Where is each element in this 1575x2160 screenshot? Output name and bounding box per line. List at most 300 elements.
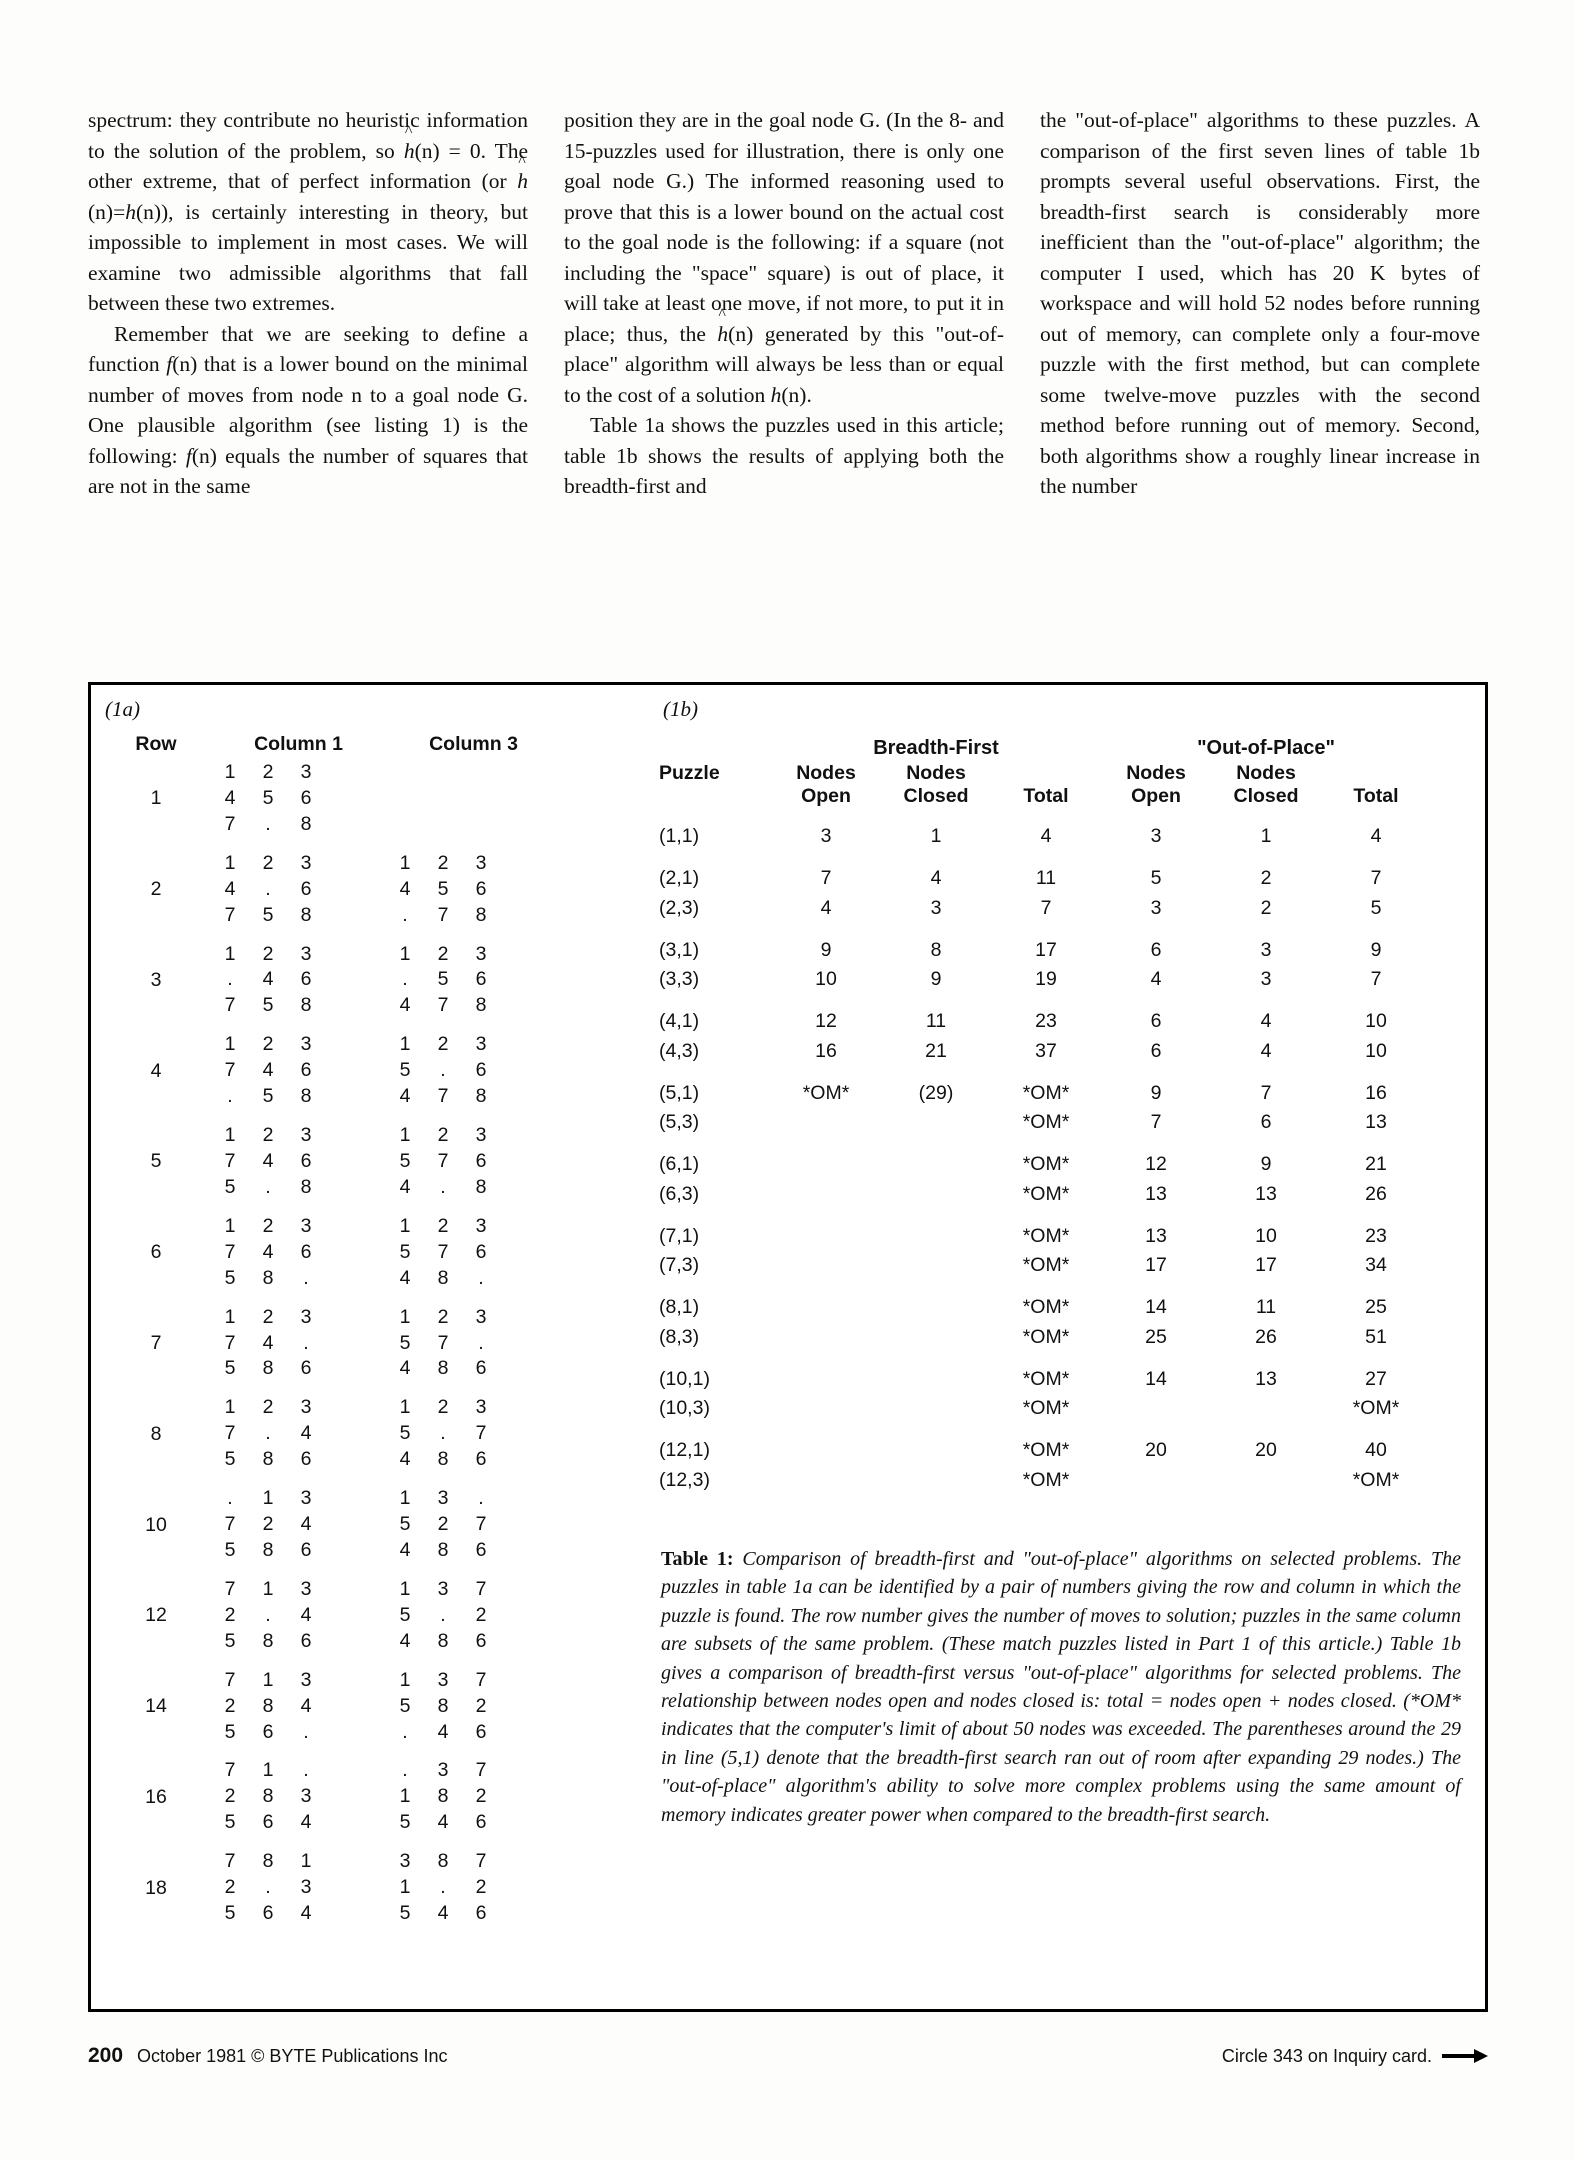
puzzle-cell: 3 xyxy=(475,1214,487,1237)
puzzle-grid-column-1 xyxy=(211,1849,386,1927)
row-number: 14 xyxy=(145,1695,167,1718)
cell-bf-nodes-open: 12 xyxy=(815,1010,837,1033)
cell-bf-nodes-closed xyxy=(881,1251,991,1280)
puzzle-grid-line xyxy=(386,1447,561,1473)
puzzle-cell: 7 xyxy=(437,1085,449,1108)
header-oop-nodes-open xyxy=(1101,762,1211,808)
row-group-spacer xyxy=(659,1137,1467,1150)
row-group-spacer xyxy=(659,1280,1467,1293)
puzzle-cell: . xyxy=(440,1175,446,1198)
cell-oop-nodes-open: 20 xyxy=(1145,1439,1167,1462)
puzzle-cell: 5 xyxy=(262,786,274,809)
puzzle-cell: 1 xyxy=(300,1850,312,1873)
puzzle-cell: 7 xyxy=(437,1240,449,1263)
puzzle-grid-line xyxy=(211,1577,386,1603)
cell-bf-nodes-open xyxy=(771,1293,881,1322)
puzzle-cell: 4 xyxy=(224,877,236,900)
puzzle-cell: 1 xyxy=(262,1577,274,1600)
header-line: Closed xyxy=(903,785,969,807)
puzzle-cell: . xyxy=(227,1487,233,1510)
puzzle-grid-line xyxy=(386,1214,561,1240)
puzzle-cell: 3 xyxy=(300,1305,312,1328)
puzzle-cell: 6 xyxy=(300,786,312,809)
puzzle-grid-line xyxy=(211,1512,386,1538)
cell-oop-total: *OM* xyxy=(1352,1397,1400,1419)
puzzle-cell: 3 xyxy=(300,1785,312,1808)
cell-oop-nodes-closed: 2 xyxy=(1260,867,1272,890)
header-line: Nodes xyxy=(1236,762,1296,784)
puzzle-cell: 4 xyxy=(262,968,274,991)
header-line: Open xyxy=(1131,785,1181,807)
puzzle-cell: 3 xyxy=(300,942,312,965)
puzzle-cell: . xyxy=(440,1876,446,1899)
table-1a-header-row xyxy=(101,733,646,756)
puzzle-cell: . xyxy=(303,1759,309,1782)
puzzle-cell: 6 xyxy=(475,1357,487,1380)
puzzle-cell: 7 xyxy=(475,1759,487,1782)
cell-bf-nodes-open xyxy=(771,1150,881,1179)
puzzle-cell: 5 xyxy=(224,1538,236,1561)
puzzle-cell: 4 xyxy=(300,1694,312,1717)
cell-puzzle: (7,3) xyxy=(659,1254,700,1276)
puzzle-grid-line xyxy=(211,1538,386,1564)
puzzle-grid-column-1 xyxy=(211,1214,386,1292)
puzzle-cell: 1 xyxy=(399,1876,411,1899)
cell-bf-total: 19 xyxy=(1035,968,1057,990)
puzzle-cell: 7 xyxy=(224,1240,236,1263)
puzzle-grid-column-3 xyxy=(386,851,561,929)
cell-oop-nodes-open: 9 xyxy=(1150,1081,1162,1104)
cell-bf-nodes-open xyxy=(771,1466,881,1495)
cell-bf-total: *OM* xyxy=(1022,1224,1070,1247)
puzzle-grid-line xyxy=(386,877,561,903)
puzzle-grid-line xyxy=(211,1758,386,1784)
cell-oop-nodes-open: 6 xyxy=(1150,938,1162,961)
puzzle-grid-column-1 xyxy=(211,1577,386,1655)
cell-oop-nodes-open: 3 xyxy=(1150,825,1162,847)
puzzle-grid-line xyxy=(386,1603,561,1629)
puzzle-cell: 3 xyxy=(300,1033,312,1056)
puzzle-grid-line xyxy=(386,1512,561,1538)
puzzle-cell: . xyxy=(265,812,271,835)
table-row xyxy=(101,1123,646,1201)
cell-puzzle: (8,1) xyxy=(659,1296,700,1319)
cell-oop-nodes-open: 4 xyxy=(1150,968,1162,990)
cell-bf-nodes-closed xyxy=(881,1108,991,1137)
cell-bf-nodes-open xyxy=(771,1394,881,1423)
row-group-spacer xyxy=(659,1352,1467,1365)
table-row xyxy=(101,1214,646,1292)
row-group-spacer xyxy=(659,923,1467,936)
puzzle-cell: 8 xyxy=(300,903,312,926)
cell-oop-total: 16 xyxy=(1365,1081,1387,1104)
row-number: 1 xyxy=(150,787,162,810)
puzzle-cell: . xyxy=(227,968,233,991)
puzzle-cell: 1 xyxy=(399,1785,411,1808)
puzzle-cell: 7 xyxy=(437,1331,449,1354)
puzzle-cell: 7 xyxy=(224,1577,236,1600)
puzzle-grid-line xyxy=(211,1356,386,1382)
puzzle-cell: 2 xyxy=(262,942,274,965)
puzzle-cell: 5 xyxy=(399,1902,411,1925)
puzzle-cell: . xyxy=(265,1603,271,1626)
header-puzzle: Puzzle xyxy=(659,762,720,784)
cell-bf-total: 7 xyxy=(1040,896,1052,919)
cell-oop-nodes-closed: 1 xyxy=(1260,825,1272,847)
table-row xyxy=(659,1079,1467,1108)
cell-bf-nodes-closed xyxy=(881,1323,991,1352)
puzzle-cell: 7 xyxy=(224,1668,236,1691)
paragraph: spectrum: they contribute no heuristic information to the solution of the problem, so ^ h(n) = 0. The other extreme, that of perfect information (or ^ h(n)=h(n)), is certainly interesting in theory, but impossible to implement in most cases. We will examine two admissible algorithms that fall between these two extremes. xyxy=(88,105,528,319)
puzzle-cell: 5 xyxy=(399,1422,411,1445)
puzzle-cell: 5 xyxy=(399,1059,411,1082)
puzzle-grid-column-1 xyxy=(211,1305,386,1383)
puzzle-cell: 7 xyxy=(475,1513,487,1536)
table-row xyxy=(659,1365,1467,1394)
puzzle-cell: 8 xyxy=(437,1850,449,1873)
cell-oop-nodes-closed xyxy=(1211,1394,1321,1423)
puzzle-cell: 5 xyxy=(399,1694,411,1717)
cell-puzzle: (12,1) xyxy=(659,1439,710,1462)
paragraph: Table 1a shows the puzzles used in this article; table 1b shows the results of applying both the breadth-first and xyxy=(564,413,1004,499)
puzzle-cell: 6 xyxy=(475,1720,487,1743)
cell-bf-nodes-closed: 8 xyxy=(930,938,942,961)
table-row xyxy=(101,1577,646,1655)
puzzle-cell: 2 xyxy=(262,761,274,783)
puzzle-grid-line xyxy=(386,1032,561,1058)
cell-oop-total: 23 xyxy=(1365,1224,1387,1247)
header-line: Total xyxy=(1353,785,1399,807)
puzzle-grid-line xyxy=(211,1084,386,1110)
table-row xyxy=(659,1150,1467,1179)
cell-oop-nodes-closed: 20 xyxy=(1255,1439,1277,1462)
cell-bf-total: *OM* xyxy=(1022,1367,1070,1390)
cell-oop-total: 7 xyxy=(1370,867,1382,890)
puzzle-grid-line xyxy=(211,1214,386,1240)
inquiry-text: Circle 343 on Inquiry card. xyxy=(1221,2045,1432,2066)
cell-oop-nodes-open: 13 xyxy=(1145,1224,1167,1247)
cell-oop-nodes-open xyxy=(1101,1394,1211,1423)
puzzle-cell: 3 xyxy=(300,1577,312,1600)
puzzle-grid-column-3 xyxy=(386,1849,561,1927)
puzzle-cell: 4 xyxy=(437,1902,449,1925)
article-body xyxy=(88,105,1488,502)
puzzle-cell: 4 xyxy=(399,1266,411,1289)
puzzle-grid-line xyxy=(386,903,561,929)
row-number: 18 xyxy=(145,1876,167,1899)
cell-oop-nodes-closed: 17 xyxy=(1255,1254,1277,1276)
header-oop-nodes-closed xyxy=(1211,762,1321,808)
cell-oop-total: *OM* xyxy=(1352,1468,1400,1491)
puzzle-cell: 6 xyxy=(475,1629,487,1652)
cell-bf-nodes-closed xyxy=(881,1436,991,1465)
puzzle-cell: 3 xyxy=(437,1759,449,1782)
cell-bf-total: *OM* xyxy=(1022,1325,1070,1348)
puzzle-cell: . xyxy=(303,1720,309,1743)
puzzle-grid-line xyxy=(211,1694,386,1720)
cell-oop-total: 13 xyxy=(1365,1111,1387,1133)
row-number: 2 xyxy=(150,878,162,901)
table-row xyxy=(659,1007,1467,1036)
puzzle-cell: 2 xyxy=(262,1513,274,1536)
cell-bf-nodes-open xyxy=(771,1436,881,1465)
puzzle-grid-line xyxy=(211,993,386,1019)
puzzle-grid-line xyxy=(386,1175,561,1201)
page-footer xyxy=(88,2044,1488,2068)
puzzle-cell: 6 xyxy=(475,1059,487,1082)
puzzle-cell: 4 xyxy=(224,786,236,809)
page-number: 200 xyxy=(88,2044,124,2067)
puzzle-cell: 7 xyxy=(475,1577,487,1600)
puzzle-cell: 8 xyxy=(262,1357,274,1380)
cell-bf-nodes-open: 16 xyxy=(815,1039,837,1062)
puzzle-cell: 3 xyxy=(475,1033,487,1056)
puzzle-cell: 6 xyxy=(475,877,487,900)
cell-oop-nodes-open: 14 xyxy=(1145,1367,1167,1390)
table-1b-column-headers xyxy=(659,762,1467,808)
puzzle-cell: 8 xyxy=(437,1357,449,1380)
puzzle-grid-line xyxy=(211,1486,386,1512)
row-number: 16 xyxy=(145,1785,167,1808)
puzzle-cell: 1 xyxy=(224,1396,236,1419)
puzzle-cell: 5 xyxy=(437,877,449,900)
puzzle-grid-column-1 xyxy=(211,851,386,929)
table-row xyxy=(659,1251,1467,1280)
puzzle-grid-line xyxy=(386,1784,561,1810)
puzzle-cell: 4 xyxy=(437,1811,449,1834)
puzzle-grid-line xyxy=(211,786,386,812)
puzzle-cell: 2 xyxy=(224,1785,236,1808)
puzzle-cell: 3 xyxy=(300,1876,312,1899)
puzzle-grid-line xyxy=(211,1629,386,1655)
cell-puzzle: (7,1) xyxy=(659,1224,700,1247)
puzzle-cell: 3 xyxy=(300,1668,312,1691)
puzzle-cell: 8 xyxy=(437,1785,449,1808)
table-1b xyxy=(659,737,1467,1495)
puzzle-grid-line xyxy=(386,1810,561,1836)
puzzle-grid-line xyxy=(211,942,386,968)
cell-bf-total: 11 xyxy=(1035,867,1057,890)
cell-oop-total: 9 xyxy=(1370,938,1382,961)
cell-puzzle: (4,3) xyxy=(659,1039,700,1062)
puzzle-grid-line xyxy=(386,1395,561,1421)
puzzle-cell: 3 xyxy=(300,1124,312,1147)
puzzle-grid-line xyxy=(386,851,561,877)
puzzle-cell: . xyxy=(440,1603,446,1626)
table-row xyxy=(659,1108,1467,1137)
puzzle-grid-line xyxy=(211,1266,386,1292)
puzzle-cell: 8 xyxy=(475,1085,487,1108)
cell-bf-total: *OM* xyxy=(1022,1081,1070,1104)
puzzle-cell: . xyxy=(265,1175,271,1198)
puzzle-grid-line xyxy=(211,1603,386,1629)
cell-bf-nodes-closed: 4 xyxy=(930,867,942,890)
puzzle-cell: 1 xyxy=(399,1214,411,1237)
puzzle-grid-line xyxy=(386,1123,561,1149)
text-column-1 xyxy=(88,105,528,502)
row-group-spacer xyxy=(659,851,1467,864)
cell-bf-nodes-closed xyxy=(881,1466,991,1495)
puzzle-cell: 7 xyxy=(475,1850,487,1873)
puzzle-cell: 7 xyxy=(224,1513,236,1536)
puzzle-cell: 2 xyxy=(262,1214,274,1237)
puzzle-grid-line xyxy=(386,1486,561,1512)
header-line: Nodes xyxy=(796,762,856,784)
cell-puzzle: (3,1) xyxy=(659,938,700,961)
puzzle-cell: 5 xyxy=(399,1331,411,1354)
table-row xyxy=(101,1486,646,1564)
puzzle-cell: 7 xyxy=(437,903,449,926)
puzzle-cell: 5 xyxy=(224,1357,236,1380)
cell-oop-nodes-closed: 26 xyxy=(1255,1325,1277,1348)
puzzle-grid-line xyxy=(211,877,386,903)
puzzle-cell: 2 xyxy=(224,1603,236,1626)
puzzle-cell: . xyxy=(303,1266,309,1289)
puzzle-cell: 1 xyxy=(399,1305,411,1328)
puzzle-cell: 1 xyxy=(224,761,236,783)
puzzle-cell: 2 xyxy=(262,851,274,874)
row-number: 4 xyxy=(150,1059,162,1082)
header-bf-total xyxy=(991,762,1101,808)
puzzle-cell: 6 xyxy=(300,1149,312,1172)
puzzle-cell: 5 xyxy=(399,1513,411,1536)
header-bf-nodes-open xyxy=(771,762,881,808)
puzzle-cell: 1 xyxy=(224,1214,236,1237)
puzzle-cell: 4 xyxy=(399,1538,411,1561)
puzzle-grid-line xyxy=(211,1784,386,1810)
puzzle-cell: 3 xyxy=(475,1124,487,1147)
puzzle-cell: 6 xyxy=(475,1538,487,1561)
puzzle-cell: 4 xyxy=(399,1175,411,1198)
puzzle-cell: 2 xyxy=(437,851,449,874)
puzzle-grid-line xyxy=(386,1875,561,1901)
row-group-spacer xyxy=(659,1423,1467,1436)
cell-oop-nodes-open: 6 xyxy=(1150,1039,1162,1062)
cell-bf-nodes-closed: 21 xyxy=(925,1039,947,1062)
puzzle-cell: 6 xyxy=(262,1811,274,1834)
puzzle-grid-line xyxy=(211,1149,386,1175)
paragraph: the "out-of-place" algorithms to these puzzles. A comparison of the first seven lines of table 1b prompts several useful observations. First, the breadth-first search is considerably more inefficient than the "out-of-place" algorithm; the computer I used, which has 20 K bytes of workspace and will hold 52 nodes before running out of memory, can complete only a four-move puzzle with the first method, but can complete some twelve-move puzzles with the second method before running out of memory. Second, both algorithms show a roughly linear increase in the number xyxy=(1040,108,1480,499)
puzzle-cell: 5 xyxy=(224,1629,236,1652)
cell-oop-nodes-closed xyxy=(1211,1466,1321,1495)
cell-puzzle: (3,3) xyxy=(659,968,700,990)
puzzle-cell: 4 xyxy=(399,1629,411,1652)
puzzle-cell: 6 xyxy=(300,1357,312,1380)
cell-puzzle: (12,3) xyxy=(659,1468,710,1491)
puzzle-cell: 5 xyxy=(262,903,274,926)
cell-puzzle: (2,1) xyxy=(659,867,700,890)
cell-oop-total: 4 xyxy=(1370,825,1382,847)
puzzle-cell: . xyxy=(402,1759,408,1782)
puzzle-cell: 3 xyxy=(475,942,487,965)
puzzle-cell: 8 xyxy=(437,1266,449,1289)
table-row xyxy=(101,1305,646,1383)
puzzle-grid-line xyxy=(211,1447,386,1473)
puzzle-grid-column-3 xyxy=(386,1668,561,1746)
cell-oop-total: 51 xyxy=(1365,1325,1387,1348)
cell-bf-nodes-closed: (29) xyxy=(918,1081,954,1104)
puzzle-cell: 5 xyxy=(224,1266,236,1289)
row-number: 6 xyxy=(150,1241,162,1264)
caption-text: Comparison of breadth-first and "out-of-place" algorithms on selected problems. The puzzles in table 1a can be identified by a pair of numbers giving the row and column in which the puzzle is found. The row number gives the number of moves to solution; puzzles in the same column are subsets of the same problem. (These match puzzles listed in Part 1 of this article.) Table 1b gives a comparison of breadth-first versus "out-of-place" algorithms for selected problems. The relationship between nodes open and nodes closed is: total = nodes open + nodes closed. (*OM* indicates that the computer's limit of about 50 nodes was exceeded. The parentheses around the 29 in line (5,1) denote that the breadth-first search ran out of room after expanding 29 nodes.) The "out-of-place" algorithm's ability to solve more complex problems using the same amount of memory indicates greater power when compared to the breadth-first search. xyxy=(661,1548,1461,1826)
cell-oop-total: 7 xyxy=(1370,968,1382,990)
puzzle-cell: 4 xyxy=(399,1357,411,1380)
puzzle-cell: 2 xyxy=(437,1033,449,1056)
header-line xyxy=(1321,762,1431,785)
puzzle-cell: 4 xyxy=(262,1149,274,1172)
puzzle-cell: 8 xyxy=(437,1448,449,1471)
puzzle-cell: 4 xyxy=(399,1085,411,1108)
puzzle-grid-line xyxy=(386,1084,561,1110)
table-row xyxy=(101,1032,646,1110)
puzzle-grid-line xyxy=(211,1875,386,1901)
puzzle-cell: 5 xyxy=(399,1811,411,1834)
table-row xyxy=(101,1668,646,1746)
puzzle-cell: 4 xyxy=(300,1902,312,1925)
cell-puzzle: (5,3) xyxy=(659,1111,700,1133)
cell-puzzle: (6,1) xyxy=(659,1153,700,1176)
puzzle-cell: 3 xyxy=(300,761,312,783)
puzzle-cell: 5 xyxy=(262,1085,274,1108)
puzzle-grid-line xyxy=(386,1149,561,1175)
cell-bf-total: 37 xyxy=(1035,1039,1057,1062)
puzzle-grid-column-3 xyxy=(386,1032,561,1110)
cell-oop-nodes-closed: 13 xyxy=(1255,1182,1277,1205)
puzzle-cell: 7 xyxy=(475,1422,487,1445)
row-number: 3 xyxy=(150,968,162,991)
puzzle-cell: 2 xyxy=(437,1214,449,1237)
puzzle-cell: 8 xyxy=(475,903,487,926)
cell-bf-nodes-open xyxy=(771,1323,881,1352)
row-number: 5 xyxy=(150,1150,162,1173)
puzzle-cell: 6 xyxy=(262,1720,274,1743)
puzzle-cell: . xyxy=(478,1331,484,1354)
puzzle-grid-line xyxy=(211,1175,386,1201)
cell-oop-nodes-closed: 7 xyxy=(1260,1081,1272,1104)
puzzle-cell: 2 xyxy=(262,1305,274,1328)
puzzle-grid-line xyxy=(211,1849,386,1875)
puzzle-cell: 8 xyxy=(475,994,487,1017)
cell-bf-nodes-closed: 9 xyxy=(930,968,942,990)
puzzle-grid-column-3 xyxy=(386,1214,561,1292)
puzzle-cell: 1 xyxy=(399,1577,411,1600)
puzzle-cell: 7 xyxy=(224,812,236,835)
cell-oop-nodes-open: 3 xyxy=(1150,896,1162,919)
header-line: Open xyxy=(801,785,851,807)
puzzle-grid-line xyxy=(386,1058,561,1084)
puzzle-grid-line xyxy=(386,942,561,968)
puzzle-grid-column-1 xyxy=(211,1032,386,1110)
puzzle-grid-line xyxy=(386,967,561,993)
puzzle-cell: 2 xyxy=(437,1124,449,1147)
puzzle-cell: . xyxy=(265,1876,271,1899)
header-column-1: Column 1 xyxy=(254,733,343,755)
table-row xyxy=(659,864,1467,893)
cell-bf-nodes-open: 9 xyxy=(820,938,832,961)
puzzle-cell: 2 xyxy=(475,1785,487,1808)
puzzle-grid-line xyxy=(211,1720,386,1746)
table-row xyxy=(659,936,1467,965)
puzzle-grid-column-1 xyxy=(211,760,386,838)
puzzle-cell: 6 xyxy=(300,1629,312,1652)
table-1b-body xyxy=(659,822,1467,1495)
table-row xyxy=(659,965,1467,994)
cell-bf-nodes-closed xyxy=(881,1293,991,1322)
puzzle-grid-line xyxy=(386,1538,561,1564)
puzzle-cell: 7 xyxy=(437,994,449,1017)
cell-oop-nodes-closed: 11 xyxy=(1255,1296,1277,1319)
puzzle-grid-line xyxy=(211,1058,386,1084)
